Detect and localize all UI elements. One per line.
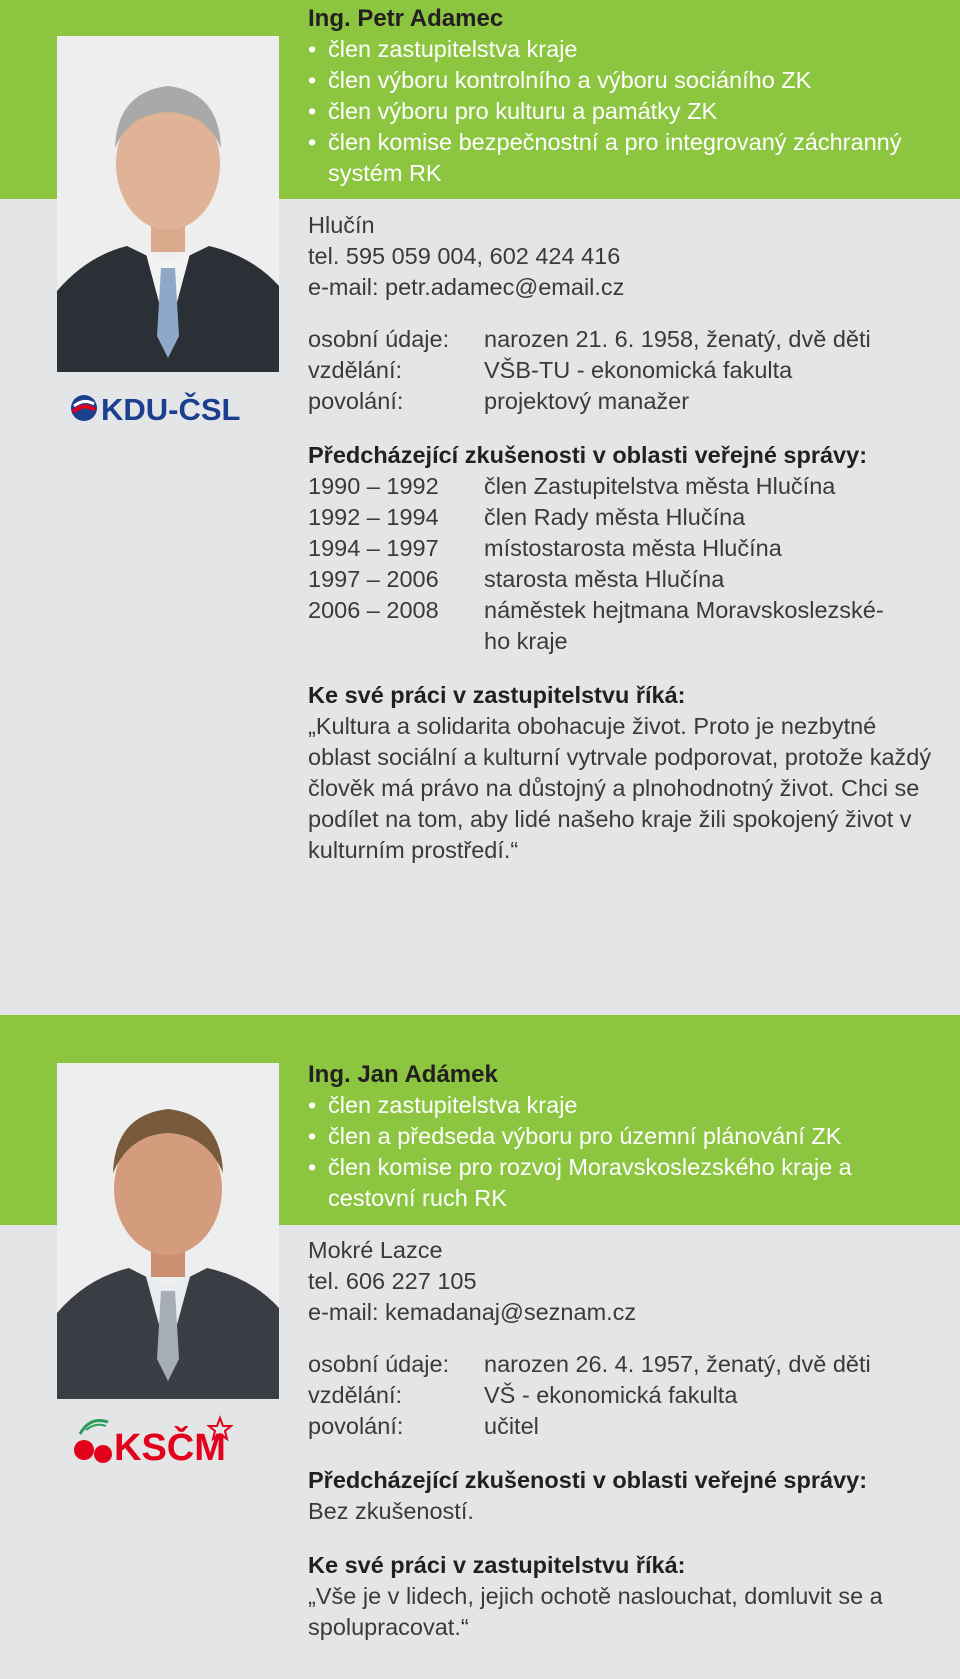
experience-text: Bez zkušeností. (308, 1498, 474, 1524)
person-name: Ing. Jan Adámek (308, 1061, 498, 1088)
profile-card (308, 1059, 938, 1643)
personal-label: osobní údaje: (308, 1351, 450, 1377)
personal-value: narozen 26. 4. 1957, ženatý, dvě děti (484, 1351, 871, 1377)
personal-info (308, 1349, 938, 1442)
experience-desc: místostarosta města Hlučína (484, 535, 782, 561)
experience-years: 2006 – 2008 (308, 597, 439, 623)
education-label: vzdělání: (308, 357, 403, 383)
personal-value: narozen 21. 6. 1958, ženatý, dvě děti (484, 326, 871, 352)
email: e-mail: petr.adamec@email.cz (308, 274, 625, 300)
education-value: VŠ - ekonomická fakulta (484, 1382, 738, 1408)
roles-list (308, 34, 938, 189)
experience-heading: Předcházející zkušenosti v oblasti veřejné správy: (308, 1467, 868, 1493)
kdu-csl-logo (70, 388, 270, 428)
roles-list (308, 1090, 938, 1214)
role-item: • člen komise bezpečnostní a pro integrovaný záchranný systém RK (308, 127, 938, 189)
education-label: vzdělání: (308, 1382, 403, 1408)
quote-heading: Ke své práci v zastupitelstvu říká: (308, 682, 686, 708)
profession-label: povolání: (308, 1413, 404, 1439)
role-item: • člen výboru kontrolního a výboru sociáního ZK (308, 65, 938, 96)
city: Mokré Lazce (308, 1237, 443, 1263)
role-item: • člen a předseda výboru pro územní plánování ZK (308, 1121, 938, 1152)
contact-block (308, 210, 938, 303)
person-name: Ing. Petr Adamec (308, 5, 504, 32)
portrait-photo (57, 36, 279, 372)
personal-info (308, 324, 938, 417)
city: Hlučín (308, 212, 375, 238)
profession-value: projektový manažer (484, 388, 690, 414)
kscm-logo-text: KSČM (114, 1427, 226, 1466)
experience-desc: starosta města Hlučína (484, 566, 725, 592)
role-item: • člen zastupitelstva kraje (308, 1090, 938, 1121)
experience-desc: náměstek hejtmana Moravskoslezské-ho kraje (484, 597, 884, 654)
personal-label: osobní údaje: (308, 326, 450, 352)
kscm-logo (70, 1412, 270, 1466)
experience-years: 1994 – 1997 (308, 535, 439, 561)
experience-years: 1997 – 2006 (308, 566, 439, 592)
profile-card (308, 3, 938, 866)
contact-block (308, 1235, 938, 1328)
experience-desc: člen Rady města Hlučína (484, 504, 746, 530)
profession-value: učitel (484, 1413, 539, 1439)
role-item: • člen komise pro rozvoj Moravskoslezského kraje a cestovní ruch RK (308, 1152, 908, 1214)
quote-text: „Kultura a solidarita obohacuje život. Proto je nezbytné oblast sociální a kulturní vytrvale podporovat, protože každý člověk má právo na důstojný a plnohodnotný život. Chci se podílet na tom, aby lidé našeho kraje žili spokojený život v kulturním prostředí.“ (308, 713, 932, 863)
experience-years: 1992 – 1994 (308, 504, 439, 530)
profession-label: povolání: (308, 388, 404, 414)
kdu-csl-logo-text: KDU-ČSL (101, 392, 241, 427)
portrait-illustration (57, 1063, 279, 1399)
role-item: • člen zastupitelstva kraje (308, 34, 938, 65)
quote-heading: Ke své práci v zastupitelstvu říká: (308, 1552, 686, 1578)
experience-desc: člen Zastupitelstva města Hlučína (484, 473, 836, 499)
phone: tel. 606 227 105 (308, 1268, 477, 1294)
quote-text: „Vše je v lidech, jejich ochotě naslouchat, domluvit se a spolupracovat.“ (308, 1583, 883, 1640)
experience-heading: Předcházející zkušenosti v oblasti veřejné správy: (308, 442, 868, 468)
experience-list (308, 471, 938, 657)
portrait-photo (57, 1063, 279, 1399)
education-value: VŠB-TU - ekonomická fakulta (484, 357, 793, 383)
experience-years: 1990 – 1992 (308, 473, 439, 499)
portrait-illustration (57, 36, 279, 372)
role-item: • člen výboru pro kulturu a památky ZK (308, 96, 938, 127)
phone: tel. 595 059 004, 602 424 416 (308, 243, 621, 269)
email: e-mail: kemadanaj@seznam.cz (308, 1299, 637, 1325)
